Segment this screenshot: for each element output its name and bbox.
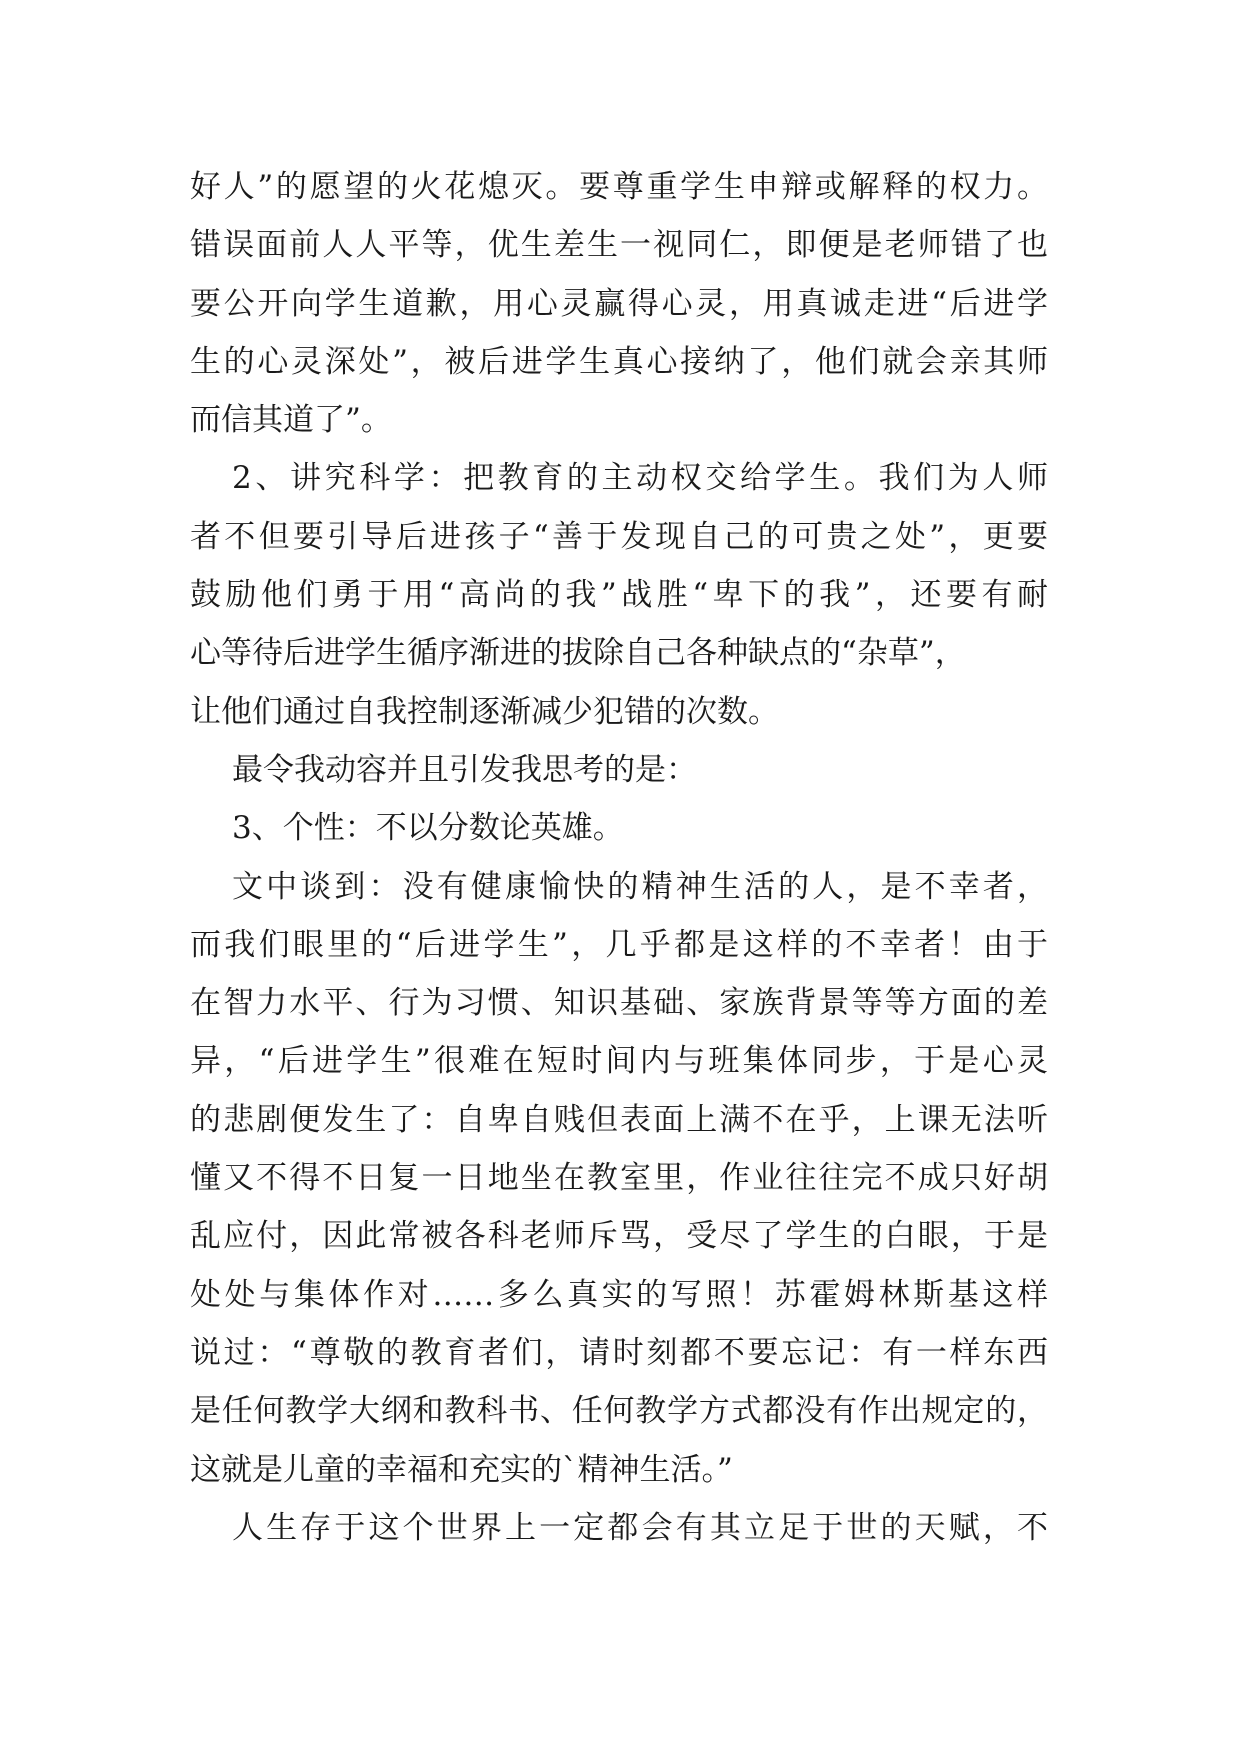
paragraph [190,858,1048,1499]
paragraph [190,1499,1048,1557]
text-line: 生的心灵深处”，被后进学生真心接纳了，他们就会亲其师 [190,343,1048,380]
text-line: 者不但要引导后进孩子“善于发现自己的可贵之处”，更要 [190,518,1048,555]
text-line: 而我们眼里的“后进学生”，几乎都是这样的不幸者！由于 [190,926,1048,963]
text-line: 处处与集体作对……多么真实的写照！苏霍姆林斯基这样 [190,1276,1048,1313]
text-line: 这就是儿童的幸福和充实的`精神生活。” [190,1451,733,1488]
text-line: 异，“后进学生”很难在短时间内与班集体同步，于是心灵 [190,1043,1048,1080]
text-line: 人生存于这个世界上一定都会有其立足于世的天赋，不 [232,1509,1048,1546]
text-line: 的悲剧便发生了：自卑自贱但表面上满不在乎，上课无法听 [190,1101,1048,1138]
paragraph [190,449,1048,740]
text-line: 而信其道了”。 [190,402,392,439]
text-line: 3、个性：不以分数论英雄。 [232,810,624,847]
text-line: 乱应付，因此常被各科老师斥骂，受尽了学生的白眼，于是 [190,1218,1048,1255]
text-line: 说过：“尊敬的教育者们，请时刻都不要忘记：有一样东西 [190,1334,1048,1371]
text-line: 错误面前人人平等，优生差生一视同仁，即便是老师错了也 [190,227,1048,264]
text-line: 好人”的愿望的火花熄灭。要尊重学生申辩或解释的权力。 [190,169,1048,205]
text-line: 懂又不得不日复一日地坐在教室里，作业往往完不成只好胡 [190,1160,1048,1197]
paragraph [190,799,1048,857]
document-body [190,158,1048,1557]
text-line: 让他们通过自我控制逐渐减少犯错的次数。 [190,693,779,730]
paragraph [190,741,1048,799]
text-line: 2、讲究科学：把教育的主动权交给学生。我们为人师 [232,460,1048,497]
text-line: 在智力水平、行为习惯、知识基础、家族背景等等方面的差 [190,985,1048,1022]
text-line: 鼓励他们勇于用“高尚的我”战胜“卑下的我”，还要有耐 [190,577,1048,614]
text-line: 要公开向学生道歉，用心灵赢得心灵，用真诚走进“后进学 [190,285,1048,322]
text-line: 最令我动容并且引发我思考的是： [232,751,697,788]
text-line: 是任何教学大纲和教科书、任何教学方式都没有作出规定的， [190,1393,1048,1430]
paragraph [190,158,1048,449]
text-line: 文中谈到：没有健康愉快的精神生活的人，是不幸者， [232,868,1048,905]
text-line: 心等待后进学生循序渐进的拔除自己各种缺点的“杂草”， [190,635,966,672]
